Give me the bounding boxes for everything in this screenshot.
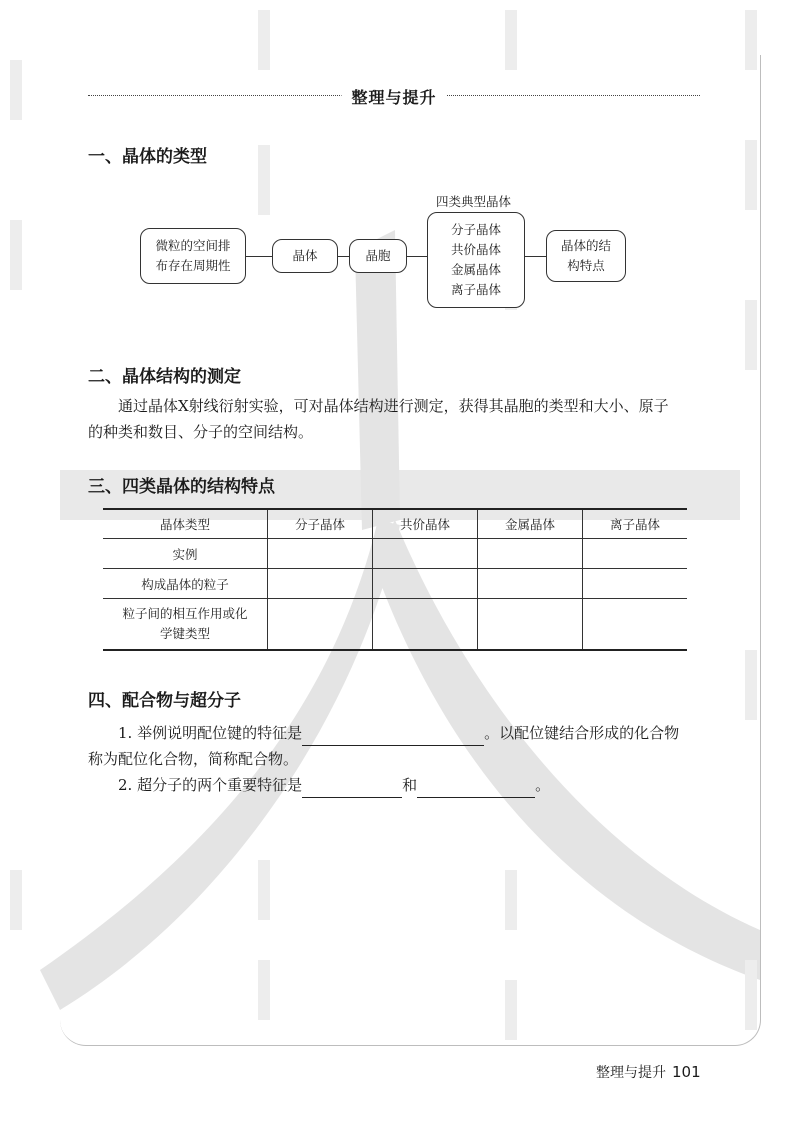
diagram-box-periodic-line1: 微粒的空间排 — [155, 238, 231, 253]
diagram-box-four-crystals — [427, 212, 525, 308]
diagram-box-unit-cell — [349, 239, 407, 273]
answer-blank-1[interactable] — [302, 727, 484, 746]
item-2-middle: 和 — [402, 776, 418, 794]
diagram-connector — [524, 256, 546, 257]
table-cell-empty — [583, 599, 688, 651]
section-2-line2: 的种类和数目、分子的空间结构。 — [88, 423, 314, 441]
diagram-connector — [245, 256, 272, 257]
diagram-item-molecular: 分子晶体 — [450, 222, 501, 237]
table-header-cell: 金属晶体 — [478, 509, 583, 539]
table-header-cell: 离子晶体 — [583, 509, 688, 539]
section-2-title: 二、晶体结构的测定 — [88, 367, 241, 387]
section-4-title: 四、配合物与超分子 — [88, 691, 241, 711]
table-header-row — [103, 509, 687, 539]
diagram-connector — [406, 256, 427, 257]
section-4-items — [88, 720, 708, 798]
table-cell-empty — [478, 539, 583, 569]
item-1-suffix: 。以配位键结合形成的化合物 — [484, 724, 680, 742]
table-row — [103, 539, 687, 569]
table-cell-empty — [583, 539, 688, 569]
section-2-paragraph — [88, 393, 708, 445]
table-row-label — [103, 599, 268, 651]
header-rule — [88, 85, 700, 105]
diagram-item-covalent: 共价晶体 — [450, 242, 501, 257]
page-footer — [596, 1062, 701, 1082]
table-header-cell: 分子晶体 — [268, 509, 373, 539]
diagram-item-ionic: 离子晶体 — [450, 282, 501, 297]
item-1-line2: 称为配位化合物，简称配合物。 — [88, 750, 299, 768]
table-cell-empty — [268, 539, 373, 569]
diagram-box-periodic — [140, 228, 246, 284]
diagram-box-crystal — [272, 239, 338, 273]
diagram-group-label: 四类典型晶体 — [436, 194, 512, 209]
table-cell-empty — [373, 539, 478, 569]
diagram-box-structure-features — [546, 230, 626, 282]
table-cell-empty — [478, 569, 583, 599]
diagram-box-crystal-label: 晶体 — [292, 248, 318, 263]
diagram-connector — [337, 256, 349, 257]
table-cell-empty — [373, 599, 478, 651]
table-cell-empty — [583, 569, 688, 599]
footer-label: 整理与提升 — [596, 1065, 666, 1081]
diagram-box-structure-line2: 构特点 — [567, 258, 605, 273]
section-4-item-1 — [88, 720, 708, 746]
item-2-prefix: 2. 超分子的两个重要特征是 — [118, 776, 303, 794]
crystal-structure-table — [103, 508, 687, 651]
table-cell-empty — [478, 599, 583, 651]
table-header-cell: 共价晶体 — [373, 509, 478, 539]
table-row — [103, 599, 687, 651]
table-row-label-line1: 粒子间的相互作用或化 — [122, 606, 248, 621]
answer-blank-2[interactable] — [302, 779, 402, 798]
page-number: 101 — [672, 1063, 701, 1081]
table-cell-empty — [268, 569, 373, 599]
table-row-label: 构成晶体的粒子 — [103, 569, 268, 599]
table-cell-empty — [373, 569, 478, 599]
diagram-box-periodic-line2: 布存在周期性 — [155, 258, 231, 273]
diagram-box-structure-line1: 晶体的结 — [560, 238, 611, 253]
diagram-box-unit-cell-label: 晶胞 — [365, 248, 391, 263]
item-1-prefix: 1. 举例说明配位键的特征是 — [118, 724, 303, 742]
crystal-type-diagram — [140, 192, 640, 317]
table-row-label: 实例 — [103, 539, 268, 569]
diagram-item-metallic: 金属晶体 — [450, 262, 501, 277]
section-3-title: 三、四类晶体的结构特点 — [88, 477, 275, 497]
item-2-suffix: 。 — [535, 776, 551, 794]
section-2-line1: 通过晶体X射线衍射实验，可对晶体结构进行测定，获得其晶胞的类型和大小、原子 — [118, 397, 669, 415]
header-title: 整理与提升 — [341, 85, 446, 108]
table-row-label-line2: 学键类型 — [159, 626, 210, 641]
table-cell-empty — [268, 599, 373, 651]
table-row — [103, 569, 687, 599]
answer-blank-3[interactable] — [417, 779, 535, 798]
section-1-title: 一、晶体的类型 — [88, 147, 207, 167]
table-header-cell: 晶体类型 — [103, 509, 268, 539]
section-4-item-2 — [88, 772, 708, 798]
